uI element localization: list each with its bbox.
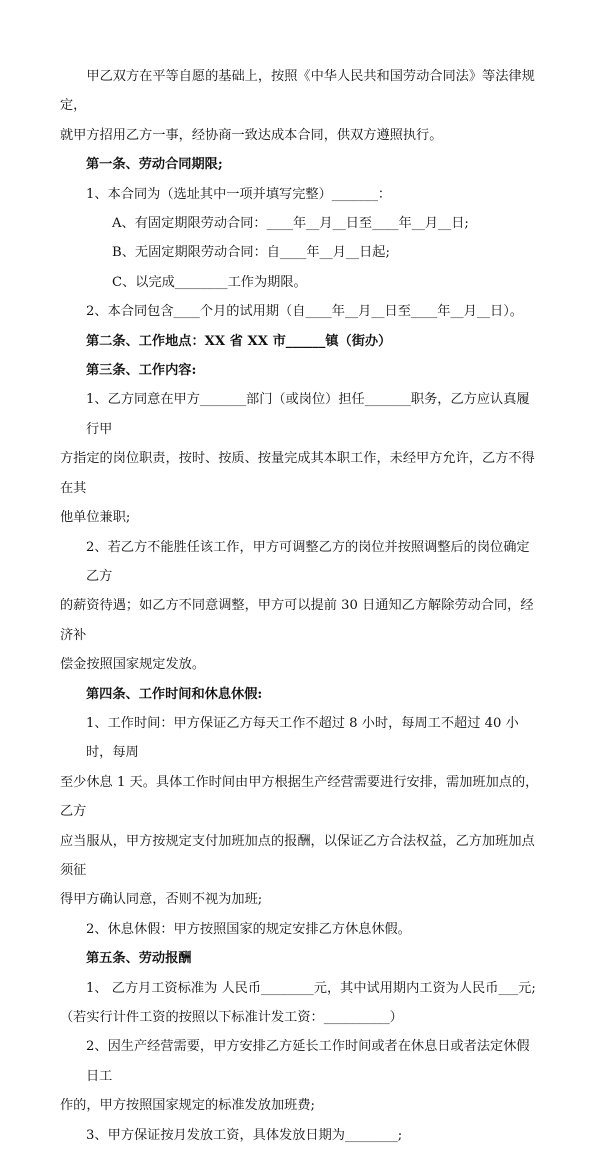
article-5-item-2-line-1: 2、因生产经营需要，甲方安排乙方延长工作时间或者在休息日或者法定休假日工 <box>86 1039 530 1084</box>
article-1-item-2: 2、本合同包含____个月的试用期（自____年__月__日至____年__月__日）。 <box>86 304 523 320</box>
article-1-option-b: B、无固定期限劳动合同：自____年__月__日起; <box>112 245 390 261</box>
article-3-heading: 第三条、工作内容: <box>86 363 197 379</box>
article-4-item-1-line-4: 得甲方确认同意，否则不视为加班; <box>60 892 263 908</box>
article-5-piecework-note: （若实行计件工资的按照以下标准计发工资：__________） <box>60 1010 403 1025</box>
article-4-item-1-line-1: 1、工作时间：甲方保证乙方每天工作不超过 8 小时，每周工不超过 40 小时，每周 <box>86 715 519 761</box>
article-1-option-a: A、有固定期限劳动合同：____年__月__日至____年__月__日; <box>112 216 469 232</box>
article-2-heading: 第二条、工作地点：XX 省 XX 市______镇（街办） <box>86 333 392 349</box>
article-3-item-1-line-2: 方指定的岗位职责，按时、按质、按量完成其本职工作，未经甲方允许，乙方不得在其 <box>60 451 535 496</box>
article-3-item-2-line-1: 2、若乙方不能胜任该工作，甲方可调整乙方的岗位并按照调整后的岗位确定乙方 <box>86 539 530 584</box>
article-1-heading: 第一条、劳动合同期限; <box>86 157 223 173</box>
article-3-item-2-line-2: 的薪资待遇；如乙方不同意调整，甲方可以提前 30 日通知乙方解除劳动合同，经济补 <box>60 598 534 643</box>
article-4-item-1-line-2: 至少休息 1 天。具体工作时间由甲方根据生产经营需要进行安排，需加班加点的，乙方 <box>60 774 539 820</box>
article-3-item-1-line-1: 1、乙方同意在甲方_______部门（或岗位）担任_______职务，乙方应认真履行甲 <box>86 392 530 437</box>
article-5-item-1: 1、 乙方月工资标准为 人民币________元，其中试用期内工资为人民币___元; <box>86 980 536 996</box>
article-4-item-2: 2、休息休假：甲方按照国家的规定安排乙方休息休假。 <box>86 921 411 937</box>
article-3-item-1-line-3: 他单位兼职; <box>60 510 131 526</box>
article-4-item-1-line-3: 应当服从，甲方按规定支付加班加点的报酬，以保证乙方合法权益，乙方加班加点须征 <box>60 833 535 878</box>
article-5-item-2-line-2: 作的，甲方按照国家规定的标准发放加班费; <box>60 1098 316 1114</box>
article-1-item-1: 1、本合同为（选址其中一项并填写完整）_______： <box>86 186 392 202</box>
intro-line-1: 甲乙双方在平等自愿的基础上，按照《中华人民共和国劳动合同法》等法律规定， <box>60 69 535 114</box>
article-3-item-2-line-3: 偿金按照国家规定发放。 <box>60 657 206 673</box>
article-4-heading: 第四条、工作时间和休息休假: <box>86 686 263 702</box>
intro-line-2: 就甲方招用乙方一事，经协商一致达成本合同，供双方遵照执行。 <box>60 127 443 143</box>
article-5-heading: 第五条、劳动报酬 <box>86 951 192 967</box>
article-1-option-c: C、以完成________工作为期限。 <box>112 274 307 290</box>
article-5-item-3: 3、甲方保证按月发放工资，具体发放日期为________; <box>86 1127 403 1143</box>
